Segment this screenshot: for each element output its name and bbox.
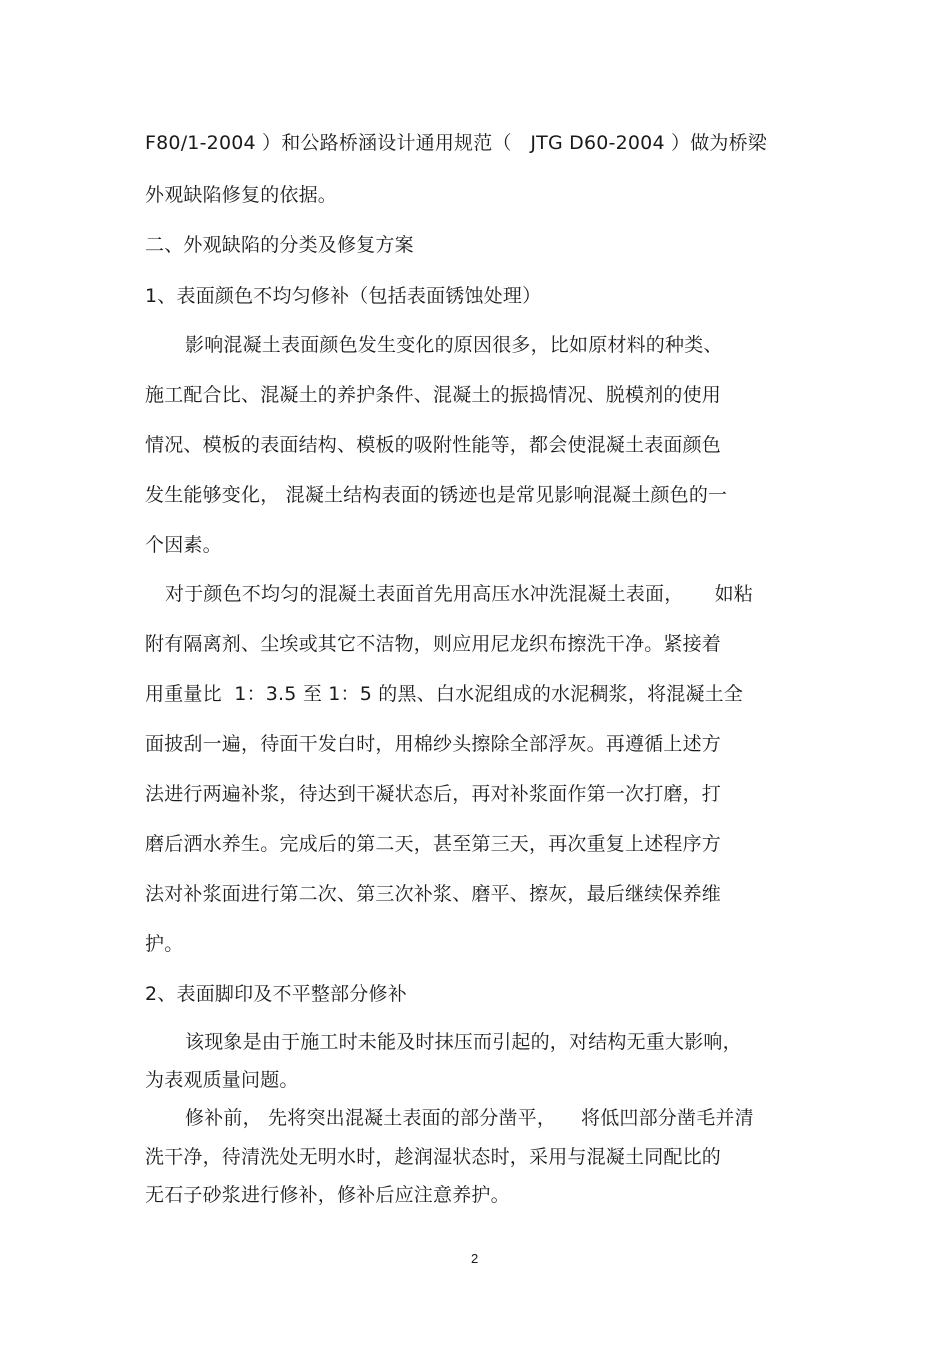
subsection-heading-2: 2、表面脚印及不平整部分修补 [145,983,407,1005]
text-line-1: F80/1-2004 ）和公路桥涵设计通用规范（ JTG D60-2004 ）做为桥梁 [145,132,767,154]
text-line-10: 对于颜色不均匀的混凝土表面首先用高压水冲洗混凝土表面， 如粘 [165,583,753,605]
text-line-12: 用重量比 1：3.5 至 1：5 的黑、白水泥组成的水泥稠浆，将混凝土全 [145,683,744,705]
text-line-15: 磨后洒水养生。完成后的第二天，甚至第三天，再次重复上述程序方 [145,833,722,855]
page-number: 2 [471,1251,479,1266]
text-line-19: 该现象是由于施工时未能及时抹压而引起的，对结构无重大影响， [185,1031,742,1053]
text-line-22: 洗干净，待清洗处无明水时，趁润湿状态时，采用与混凝土同配比的 [145,1146,722,1168]
text-line-13: 面披刮一遍，待面干发白时，用棉纱头擦除全部浮灰。再遵循上述方 [145,733,722,755]
text-line-8: 发生能够变化， 混凝土结构表面的锈迹也是常见影响混凝土颜色的一 [145,484,728,506]
text-line-17: 护。 [145,933,184,955]
section-heading-2: 二、外观缺陷的分类及修复方案 [145,234,414,256]
text-line-9: 个因素。 [145,534,222,556]
text-line-11: 附有隔离剂、尘埃或其它不洁物，则应用尼龙织布擦洗干净。紧接着 [145,633,722,655]
text-line-16: 法对补浆面进行第二次、第三次补浆、磨平、擦灰，最后继续保养维 [145,883,722,905]
subsection-heading-1: 1、表面颜色不均匀修补（包括表面锈蚀处理） [145,285,542,307]
text-line-14: 法进行两遍补浆，待达到干凝状态后，再对补浆面作第一次打磨，打 [145,783,722,805]
text-line-5: 影响混凝土表面颜色发生变化的原因很多，比如原材料的种类、 [185,334,723,356]
text-line-20: 为表观质量问题。 [145,1069,299,1091]
text-line-21: 修补前， 先将突出混凝土表面的部分凿平， 将低凹部分凿毛并清 [185,1107,754,1129]
text-line-2: 外观缺陷修复的依据。 [145,184,338,206]
text-line-7: 情况、模板的表面结构、模板的吸附性能等，都会使混凝土表面颜色 [145,434,722,456]
text-line-6: 施工配合比、混凝土的养护条件、混凝土的振捣情况、脱模剂的使用 [145,384,722,406]
text-line-23: 无石子砂浆进行修补，修补后应注意养护。 [145,1184,510,1206]
